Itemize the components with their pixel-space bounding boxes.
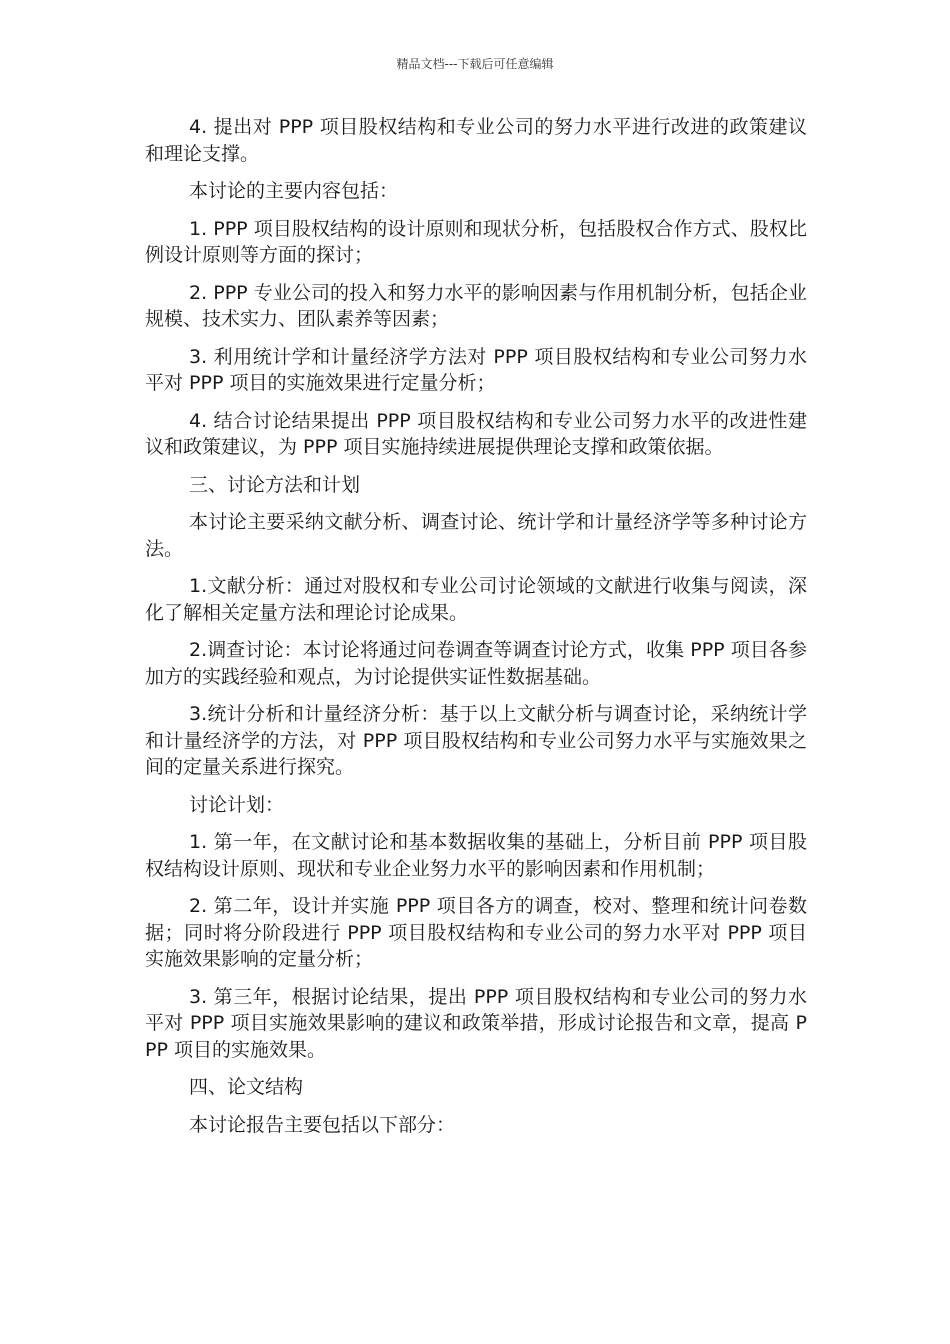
paragraph-methods-intro: 本讨论主要采纳文献分析、调查讨论、统计学和计量经济学等多种讨论方法。: [145, 511, 807, 560]
paragraph-main-content-intro: 本讨论的主要内容包括：: [189, 180, 399, 202]
paragraph-method-3: 3.统计分析和计量经济分析：基于以上文献分析与调查讨论，采纳统计学和计量经济学的方法，对 PPP 项目股权结构和专业公司努力水平与实施效果之间的定量关系进行探究。: [145, 703, 807, 778]
paragraph-method-2: 2.调查讨论：本讨论将通过问卷调查等调查讨论方式，收集 PPP 项目各参加方的实践经验和观点，为讨论提供实证性数据基础。: [145, 639, 807, 688]
paragraph-content-3: 3. 利用统计学和计量经济学方法对 PPP 项目股权结构和专业公司努力水平对 PPP 项目的实施效果进行定量分析；: [145, 345, 807, 394]
paragraph-plan-2: 2. 第二年，设计并实施 PPP 项目各方的调查，校对、整理和统计问卷数据；同时将分阶段进行 PPP 项目股权结构和专业公司的努力水平对 PPP 项目实施效果影响的定量分析；: [145, 895, 807, 970]
paragraph-method-1: 1.文献分析：通过对股权和专业公司讨论领域的文献进行收集与阅读，深化了解相关定量方法和理论讨论成果。: [145, 575, 807, 624]
paragraph-plan-1: 1. 第一年，在文献讨论和基本数据收集的基础上，分析目前 PPP 项目股权结构设计原则、现状和专业企业努力水平的影响因素和作用机制；: [145, 831, 807, 880]
page-header: 精品文档---下载后可任意编辑: [396, 57, 554, 71]
paragraph-content-4: 4. 结合讨论结果提出 PPP 项目股权结构和专业公司努力水平的改进性建议和政策建议，为 PPP 项目实施持续进展提供理论支撑和政策依据。: [145, 409, 807, 458]
paragraph-content-2: 2. PPP 专业公司的投入和努力水平的影响因素与作用机制分析，包括企业规模、技术实力、团队素养等因素；: [145, 281, 807, 330]
section-heading-structure: 四、论文结构: [189, 1076, 304, 1098]
paragraph-plan-intro: 讨论计划：: [189, 793, 285, 816]
document-body: [145, 114, 807, 1149]
paragraph-content-1: 1. PPP 项目股权结构的设计原则和现状分析，包括股权合作方式、股权比例设计原则等方面的探讨；: [145, 217, 807, 266]
paragraph-plan-3: 3. 第三年，根据讨论结果，提出 PPP 项目股权结构和专业公司的努力水平对 PPP 项目实施效果影响的建议和政策举措，形成讨论报告和文章，提高 PPP 项目的实施效果。: [145, 985, 807, 1061]
paragraph-structure-intro: 本讨论报告主要包括以下部分：: [189, 1113, 456, 1136]
section-heading-methods: 三、讨论方法和计划: [189, 473, 361, 496]
paragraph-objective-4: 4. 提出对 PPP 项目股权结构和专业公司的努力水平进行改进的政策建议和理论支撑。: [145, 116, 807, 165]
